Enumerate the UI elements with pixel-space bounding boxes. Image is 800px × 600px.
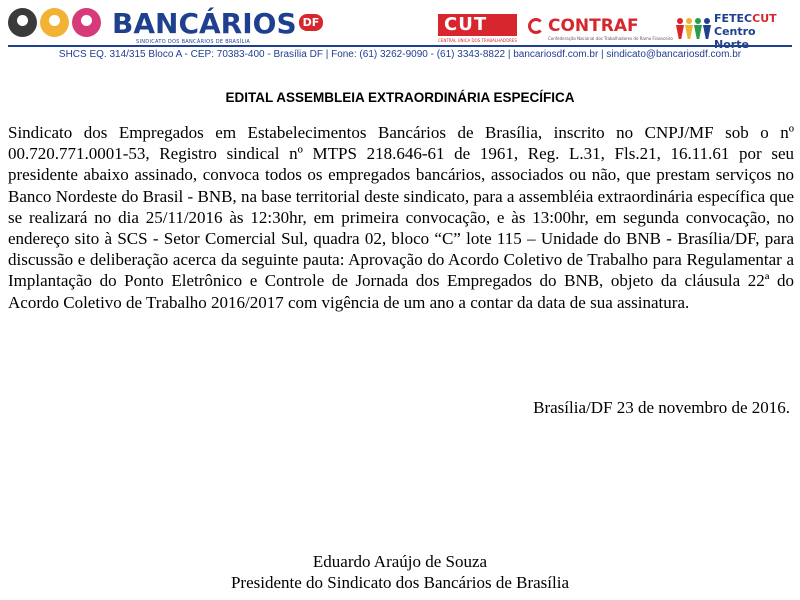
person-icon [685,18,693,40]
contraf-subtitle: Confederação Nacional dos Trabalhadores do Ramo Financeiro [548,36,673,41]
document-title: EDITAL ASSEMBLEIA EXTRAORDINÁRIA ESPECÍFICA [225,90,575,105]
cut-logo [438,14,517,43]
person-icon [676,18,684,40]
fetec-cut-label: CUT [752,12,777,25]
fetec-region: Centro [714,25,756,38]
person-icon [694,18,702,40]
contraf-label: CONTRAF [548,16,639,36]
dateline: Brasília/DF 23 de novembro de 2016. [533,398,790,417]
logo-circle-yellow [40,8,69,37]
contraf-icon [528,18,544,34]
brand-subtitle: SINDICATO DOS BANCÁRIOS DE BRASÍLIA [136,39,251,45]
brand-name: BANCÁRIOS [112,7,297,40]
signature-name: Eduardo Araújo de Souza [312,552,488,571]
cut-label: CUT [438,14,517,36]
document-body: Sindicato dos Empregados em Estabelecimentos Bancários de Brasília, inscrito no CNPJ/MF sob o nº 00.720.771.0001-53, Registro sindical nº MTPS 218.646-61 de 1961, Reg. L.31, Fls.21, 16.11.61 por seu presidente abaixo assinado, convoca todos os empregados bancários, associados ou não, que prestam serviços no Banco Nordeste do Brasil - BNB, na base territorial deste sindicato, para a assembléia extraordinária específica que se realizará no dia 25/11/2016 às 12:30hr, em primeira convocação, e às 13:00hr, em segunda convocação, no endereço sito à SCS - Setor Comercial Sul, quadra 02, bloco “C” lote 115 – Unidade do BNB - Brasília/DF, para discussão e deliberação acerca da seguinte pauta: Aprovação do Acordo Coletivo de Trabalho para Regulamentar a Implantação do Ponto Eletrônico e Controle de Jornada dos Empregados do BNB, objeto da cláusula 22ª do Acordo Coletivo de Trabalho 2016/2017 com vigência de um ano a contar da data de sua assinatura. [8,123,794,312]
cut-subtitle: CENTRAL ÚNICA DOS TRABALHADORES [438,38,517,43]
logo-row [8,8,792,44]
letterhead-address: SHCS EQ. 314/315 Bloco A - CEP: 70383-400 - Brasília DF | Fone: (61) 3262-9090 - (61) 3343-8822 | bancariosdf.com.br | sindicato@bancariosdf.com.br [58,49,742,60]
fetec-people-icon [676,18,711,40]
bancarios-logo-icon [8,8,101,44]
bancarios-logo [112,7,323,45]
person-icon [703,18,711,40]
brand-suffix: DF [299,14,324,31]
letterhead [0,0,800,68]
logo-circle-dark [8,8,37,37]
signature-role: Presidente do Sindicato dos Bancários de Brasília [230,572,570,592]
fetec-label: FETEC [714,12,753,25]
letterhead-divider [8,45,792,47]
signature-block [0,552,800,593]
logo-circle-pink [72,8,101,37]
contraf-logo [528,16,673,41]
